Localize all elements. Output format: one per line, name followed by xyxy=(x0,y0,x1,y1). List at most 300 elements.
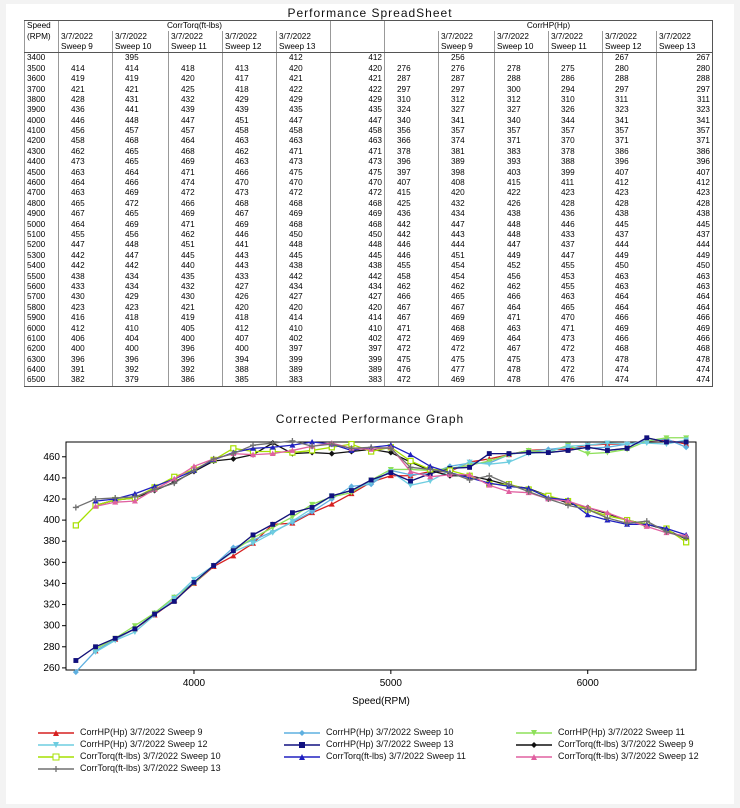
table-cell: 457 xyxy=(169,126,223,136)
legend-swatch xyxy=(36,764,76,774)
table-cell: 468 xyxy=(331,219,385,229)
table-cell: 423 xyxy=(549,188,603,198)
table-cell: 422 xyxy=(277,84,331,94)
table-cell: 415 xyxy=(495,178,549,188)
table-cell: 474 xyxy=(657,375,713,386)
performance-chart xyxy=(6,424,734,724)
table-cell: 389 xyxy=(331,365,385,375)
series-5-point xyxy=(329,493,334,498)
table-cell: 434 xyxy=(113,282,169,292)
table-cell: 454 xyxy=(439,261,495,271)
table-cell: 438 xyxy=(603,209,657,219)
legend-swatch-marker xyxy=(53,766,59,772)
series-5-point xyxy=(310,505,315,510)
series-5-point xyxy=(644,435,649,440)
table-cell: 417 xyxy=(223,74,277,84)
table-cell: 478 xyxy=(657,355,713,365)
table-cell: 448 xyxy=(495,219,549,229)
table-cell: 445 xyxy=(169,251,223,261)
table-cell: 463 xyxy=(59,167,113,177)
speed-cell: 3800 xyxy=(25,95,59,105)
series-5-point xyxy=(251,532,256,537)
table-cell: 469 xyxy=(603,323,657,333)
table-cell: 421 xyxy=(113,84,169,94)
table-cell: 400 xyxy=(59,344,113,354)
series-5-point xyxy=(152,612,157,617)
speed-cell: 3400 xyxy=(25,53,59,64)
table-cell: 471 xyxy=(331,147,385,157)
table-cell: 433 xyxy=(59,282,113,292)
table-cell: 426 xyxy=(223,292,277,302)
speed-cell: 4400 xyxy=(25,157,59,167)
table-cell: 463 xyxy=(495,323,549,333)
table-cell: 463 xyxy=(657,271,713,281)
table-cell: 385 xyxy=(223,375,277,386)
table-cell: 429 xyxy=(223,95,277,105)
legend-item xyxy=(514,726,685,738)
table-cell: 463 xyxy=(657,282,713,292)
table-cell: 420 xyxy=(277,303,331,313)
table-cell: 402 xyxy=(331,334,385,344)
table-cell: 472 xyxy=(549,344,603,354)
table-cell: 394 xyxy=(223,355,277,365)
date-header: 3/7/2022 xyxy=(59,31,113,41)
table-cell: 471 xyxy=(169,219,223,229)
series-7-point xyxy=(73,523,78,528)
table-cell: 420 xyxy=(169,74,223,84)
table-cell: 371 xyxy=(495,136,549,146)
table-cell: 442 xyxy=(277,271,331,281)
speed-cell: 5400 xyxy=(25,261,59,271)
table-cell: 477 xyxy=(439,365,495,375)
table-cell: 443 xyxy=(223,261,277,271)
table-cell: 311 xyxy=(657,95,713,105)
table-cell: 466 xyxy=(603,334,657,344)
table-cell: 434 xyxy=(331,282,385,292)
table-cell: 464 xyxy=(59,219,113,229)
table-cell: 468 xyxy=(277,219,331,229)
table-cell: 386 xyxy=(169,375,223,386)
table-cell: 420 xyxy=(439,188,495,198)
sweep-header: Sweep 12 xyxy=(603,42,657,53)
speed-cell: 3900 xyxy=(25,105,59,115)
table-cell: 423 xyxy=(603,188,657,198)
table-cell: 414 xyxy=(277,313,331,323)
table-cell: 396 xyxy=(385,157,439,167)
table-row xyxy=(25,219,713,229)
legend-item xyxy=(514,750,699,762)
table-cell: 414 xyxy=(331,313,385,323)
table-row xyxy=(25,334,713,344)
date-header: 3/7/2022 xyxy=(439,31,495,41)
legend-swatch xyxy=(36,728,76,738)
legend-item xyxy=(36,762,221,774)
table-cell: 447 xyxy=(169,116,223,126)
table-cell: 442 xyxy=(331,271,385,281)
table-row xyxy=(25,292,713,302)
table-cell: 396 xyxy=(59,355,113,365)
torque-group-header: CorrTorq(ft-lbs) xyxy=(59,21,331,32)
table-cell: 448 xyxy=(113,240,169,250)
table-cell: 435 xyxy=(277,105,331,115)
table-cell: 446 xyxy=(385,240,439,250)
table-cell: 464 xyxy=(495,334,549,344)
table-cell: 410 xyxy=(331,323,385,333)
table-cell: 396 xyxy=(113,355,169,365)
table-cell: 326 xyxy=(549,105,603,115)
series-5-point xyxy=(546,450,551,455)
table-cell: 465 xyxy=(59,199,113,209)
table-cell: 383 xyxy=(495,147,549,157)
legend-swatch xyxy=(36,740,76,750)
table-row xyxy=(25,95,713,105)
table-cell: 395 xyxy=(113,53,169,64)
table-cell: 412 xyxy=(331,53,385,64)
table-cell: 431 xyxy=(113,95,169,105)
table-cell: 449 xyxy=(603,251,657,261)
x-tick-label: 4000 xyxy=(182,678,206,689)
series-5-point xyxy=(73,658,78,663)
table-cell: 404 xyxy=(113,334,169,344)
table-cell xyxy=(495,53,549,64)
table-cell: 444 xyxy=(603,240,657,250)
table-cell: 397 xyxy=(331,344,385,354)
table-cell: 473 xyxy=(277,157,331,167)
table-cell: 357 xyxy=(495,126,549,136)
table-cell: 341 xyxy=(603,116,657,126)
table-cell: 445 xyxy=(603,219,657,229)
table-cell: 471 xyxy=(495,313,549,323)
table-cell: 474 xyxy=(603,365,657,375)
table-cell: 436 xyxy=(549,209,603,219)
table-row xyxy=(25,375,713,386)
legend-swatch xyxy=(36,752,76,762)
date-header: 3/7/2022 xyxy=(113,31,169,41)
table-cell: 324 xyxy=(385,105,439,115)
table-cell: 421 xyxy=(169,303,223,313)
table-cell: 444 xyxy=(439,240,495,250)
series-5-point xyxy=(290,510,295,515)
table-cell: 423 xyxy=(59,303,113,313)
table-cell: 276 xyxy=(385,64,439,74)
table-cell: 388 xyxy=(223,365,277,375)
series-5-point xyxy=(192,580,197,585)
table-cell: 412 xyxy=(657,178,713,188)
table-cell: 478 xyxy=(603,355,657,365)
table-cell: 434 xyxy=(439,209,495,219)
table-cell: 278 xyxy=(495,64,549,74)
table-cell: 425 xyxy=(385,199,439,209)
table-cell: 442 xyxy=(59,261,113,271)
table-cell: 475 xyxy=(439,355,495,365)
table-row xyxy=(25,105,713,115)
table-cell: 407 xyxy=(385,178,439,188)
table-cell: 473 xyxy=(331,157,385,167)
table-cell: 323 xyxy=(657,105,713,115)
speed-cell: 5900 xyxy=(25,313,59,323)
table-cell: 468 xyxy=(223,199,277,209)
table-cell: 436 xyxy=(59,105,113,115)
speed-cell: 3700 xyxy=(25,84,59,94)
table-cell: 427 xyxy=(331,292,385,302)
table-cell: 399 xyxy=(549,167,603,177)
speed-cell: 3600 xyxy=(25,74,59,84)
table-cell: 275 xyxy=(549,64,603,74)
table-row xyxy=(25,240,713,250)
table-cell: 444 xyxy=(657,240,713,250)
speed-cell: 6100 xyxy=(25,334,59,344)
series-5-point xyxy=(211,563,216,568)
table-cell: 468 xyxy=(657,344,713,354)
table-cell: 441 xyxy=(223,240,277,250)
table-cell xyxy=(169,53,223,64)
table-cell: 471 xyxy=(549,323,603,333)
table-cell: 468 xyxy=(277,199,331,209)
table-cell: 398 xyxy=(439,167,495,177)
table-cell: 407 xyxy=(603,167,657,177)
series-5-point xyxy=(467,465,472,470)
legend-swatch xyxy=(514,728,554,738)
table-cell: 340 xyxy=(385,116,439,126)
series-5-point xyxy=(585,445,590,450)
y-tick-label: 460 xyxy=(43,451,60,463)
table-cell: 462 xyxy=(169,230,223,240)
table-cell: 462 xyxy=(59,147,113,157)
table-cell: 410 xyxy=(277,323,331,333)
legend-item xyxy=(36,750,221,762)
table-cell: 433 xyxy=(223,271,277,281)
table-cell: 473 xyxy=(549,334,603,344)
table-cell: 357 xyxy=(549,126,603,136)
table-cell: 465 xyxy=(113,209,169,219)
table-cell: 464 xyxy=(113,167,169,177)
table-row xyxy=(25,136,713,146)
table-cell: 467 xyxy=(385,303,439,313)
table-cell: 310 xyxy=(385,95,439,105)
speed-cell: 6300 xyxy=(25,355,59,365)
table-cell: 450 xyxy=(603,261,657,271)
table-cell: 468 xyxy=(169,147,223,157)
table-cell: 462 xyxy=(439,282,495,292)
table-cell: 469 xyxy=(439,334,495,344)
table-cell: 450 xyxy=(277,230,331,240)
table-cell: 471 xyxy=(277,147,331,157)
table-cell: 386 xyxy=(603,147,657,157)
table-cell: 439 xyxy=(169,105,223,115)
table-row xyxy=(25,251,713,261)
series-5-point xyxy=(270,522,275,527)
chart-title: Corrected Performance Graph xyxy=(275,412,465,426)
table-cell: 422 xyxy=(331,84,385,94)
table-row xyxy=(25,188,713,198)
table-cell: 469 xyxy=(169,157,223,167)
speed-cell: 6500 xyxy=(25,375,59,386)
table-cell: 429 xyxy=(331,95,385,105)
table-cell: 420 xyxy=(223,303,277,313)
table-cell: 280 xyxy=(603,64,657,74)
table-cell: 457 xyxy=(113,126,169,136)
table-cell: 452 xyxy=(495,261,549,271)
table-cell: 356 xyxy=(385,126,439,136)
table-cell: 437 xyxy=(657,230,713,240)
table-cell: 323 xyxy=(603,105,657,115)
table-cell: 403 xyxy=(495,167,549,177)
table-cell: 456 xyxy=(495,271,549,281)
table-cell: 397 xyxy=(277,344,331,354)
table-cell: 468 xyxy=(603,344,657,354)
table-cell: 374 xyxy=(439,136,495,146)
table-row xyxy=(25,230,713,240)
table-cell: 464 xyxy=(603,303,657,313)
series-5-point xyxy=(113,636,118,641)
table-cell: 357 xyxy=(657,126,713,136)
table-cell: 448 xyxy=(277,240,331,250)
series-5-point xyxy=(408,479,413,484)
table-cell: 464 xyxy=(59,178,113,188)
speed-cell: 4200 xyxy=(25,136,59,146)
table-cell: 414 xyxy=(59,64,113,74)
table-cell: 412 xyxy=(277,53,331,64)
legend-swatch-marker xyxy=(299,742,305,748)
table-cell: 472 xyxy=(169,188,223,198)
table-cell: 288 xyxy=(657,74,713,84)
table-cell: 267 xyxy=(657,53,713,64)
table-cell: 458 xyxy=(385,271,439,281)
table-cell: 466 xyxy=(385,292,439,302)
table-cell: 427 xyxy=(223,282,277,292)
table-cell: 371 xyxy=(603,136,657,146)
table-cell: 474 xyxy=(657,365,713,375)
table-cell: 256 xyxy=(439,53,495,64)
legend-item xyxy=(282,750,466,762)
table-cell: 472 xyxy=(385,334,439,344)
table-cell: 472 xyxy=(277,188,331,198)
sweep-header: Sweep 13 xyxy=(277,42,331,53)
series-5-point xyxy=(684,440,689,445)
table-row xyxy=(25,84,713,94)
speed-cell: 4300 xyxy=(25,147,59,157)
table-cell: 469 xyxy=(657,323,713,333)
table-row xyxy=(25,157,713,167)
speed-cell: 5300 xyxy=(25,251,59,261)
series-5-point xyxy=(388,470,393,475)
table-cell: 418 xyxy=(223,84,277,94)
table-cell: 455 xyxy=(59,230,113,240)
table-cell: 456 xyxy=(113,230,169,240)
table-cell: 469 xyxy=(113,219,169,229)
legend-label: CorrHP(Hp) 3/7/2022 Sweep 12 xyxy=(80,739,208,749)
table-cell: 381 xyxy=(439,147,495,157)
table-cell: 416 xyxy=(59,313,113,323)
table-cell: 456 xyxy=(59,126,113,136)
table-cell: 399 xyxy=(277,355,331,365)
series-5-point xyxy=(231,548,236,553)
table-cell: 465 xyxy=(549,303,603,313)
table-cell: 341 xyxy=(439,116,495,126)
table-row xyxy=(25,74,713,84)
table-cell: 449 xyxy=(657,251,713,261)
speed-cell: 4500 xyxy=(25,167,59,177)
x-axis-label: Speed(RPM) xyxy=(352,696,410,707)
table-cell: 467 xyxy=(385,313,439,323)
series-5-point xyxy=(625,446,630,451)
speed-cell: 6000 xyxy=(25,323,59,333)
legend-item xyxy=(282,738,454,750)
table-cell: 446 xyxy=(385,251,439,261)
date-header: 3/7/2022 xyxy=(549,31,603,41)
speed-cell: 5100 xyxy=(25,230,59,240)
table-cell: 455 xyxy=(385,261,439,271)
table-cell: 437 xyxy=(549,240,603,250)
table-cell xyxy=(59,53,113,64)
series-5-point xyxy=(566,448,571,453)
table-cell: 470 xyxy=(223,178,277,188)
speed-cell: 5600 xyxy=(25,282,59,292)
y-tick-label: 380 xyxy=(43,536,60,548)
sweep-header: Sweep 9 xyxy=(439,42,495,53)
table-cell: 425 xyxy=(169,84,223,94)
legend-item xyxy=(36,726,203,738)
table-cell: 312 xyxy=(439,95,495,105)
table-cell: 407 xyxy=(223,334,277,344)
legend-label: CorrHP(Hp) 3/7/2022 Sweep 13 xyxy=(326,739,454,749)
table-cell: 446 xyxy=(223,230,277,240)
sweep-header: Sweep 11 xyxy=(169,42,223,53)
legend-item xyxy=(282,726,454,738)
table-cell: 467 xyxy=(495,344,549,354)
table-cell: 311 xyxy=(603,95,657,105)
table-cell: 469 xyxy=(439,375,495,386)
table-cell: 458 xyxy=(223,126,277,136)
spreadsheet-title: Performance SpreadSheet xyxy=(287,6,453,20)
table-cell xyxy=(385,53,439,64)
table-cell: 475 xyxy=(495,355,549,365)
table-cell: 454 xyxy=(439,271,495,281)
table-cell: 466 xyxy=(657,313,713,323)
table-cell: 433 xyxy=(549,230,603,240)
table-cell: 464 xyxy=(495,303,549,313)
speed-cell: 3500 xyxy=(25,64,59,74)
table-cell: 453 xyxy=(549,271,603,281)
table-cell: 464 xyxy=(657,303,713,313)
table-cell: 420 xyxy=(331,64,385,74)
table-cell: 327 xyxy=(495,105,549,115)
series-5-point xyxy=(664,440,669,445)
date-header: 3/7/2022 xyxy=(495,31,549,41)
table-cell: 379 xyxy=(113,375,169,386)
table-row xyxy=(25,178,713,188)
table-cell: 297 xyxy=(657,84,713,94)
table-row xyxy=(25,261,713,271)
table-cell: 442 xyxy=(385,230,439,240)
table-cell: 432 xyxy=(169,282,223,292)
table-cell: 463 xyxy=(223,136,277,146)
table-cell: 432 xyxy=(169,95,223,105)
table-cell: 383 xyxy=(331,375,385,386)
table-cell: 441 xyxy=(113,105,169,115)
table-cell: 419 xyxy=(169,313,223,323)
table-cell: 443 xyxy=(439,230,495,240)
table-cell: 472 xyxy=(331,188,385,198)
legend-label: CorrTorq(ft-lbs) 3/7/2022 Sweep 12 xyxy=(558,751,699,761)
table-cell: 464 xyxy=(169,136,223,146)
legend-label: CorrTorq(ft-lbs) 3/7/2022 Sweep 9 xyxy=(558,739,694,749)
table-cell: 414 xyxy=(113,64,169,74)
date-header: 3/7/2022 xyxy=(657,31,713,41)
x-tick-label: 6000 xyxy=(576,678,599,689)
table-cell: 464 xyxy=(603,292,657,302)
table-cell: 447 xyxy=(331,116,385,126)
